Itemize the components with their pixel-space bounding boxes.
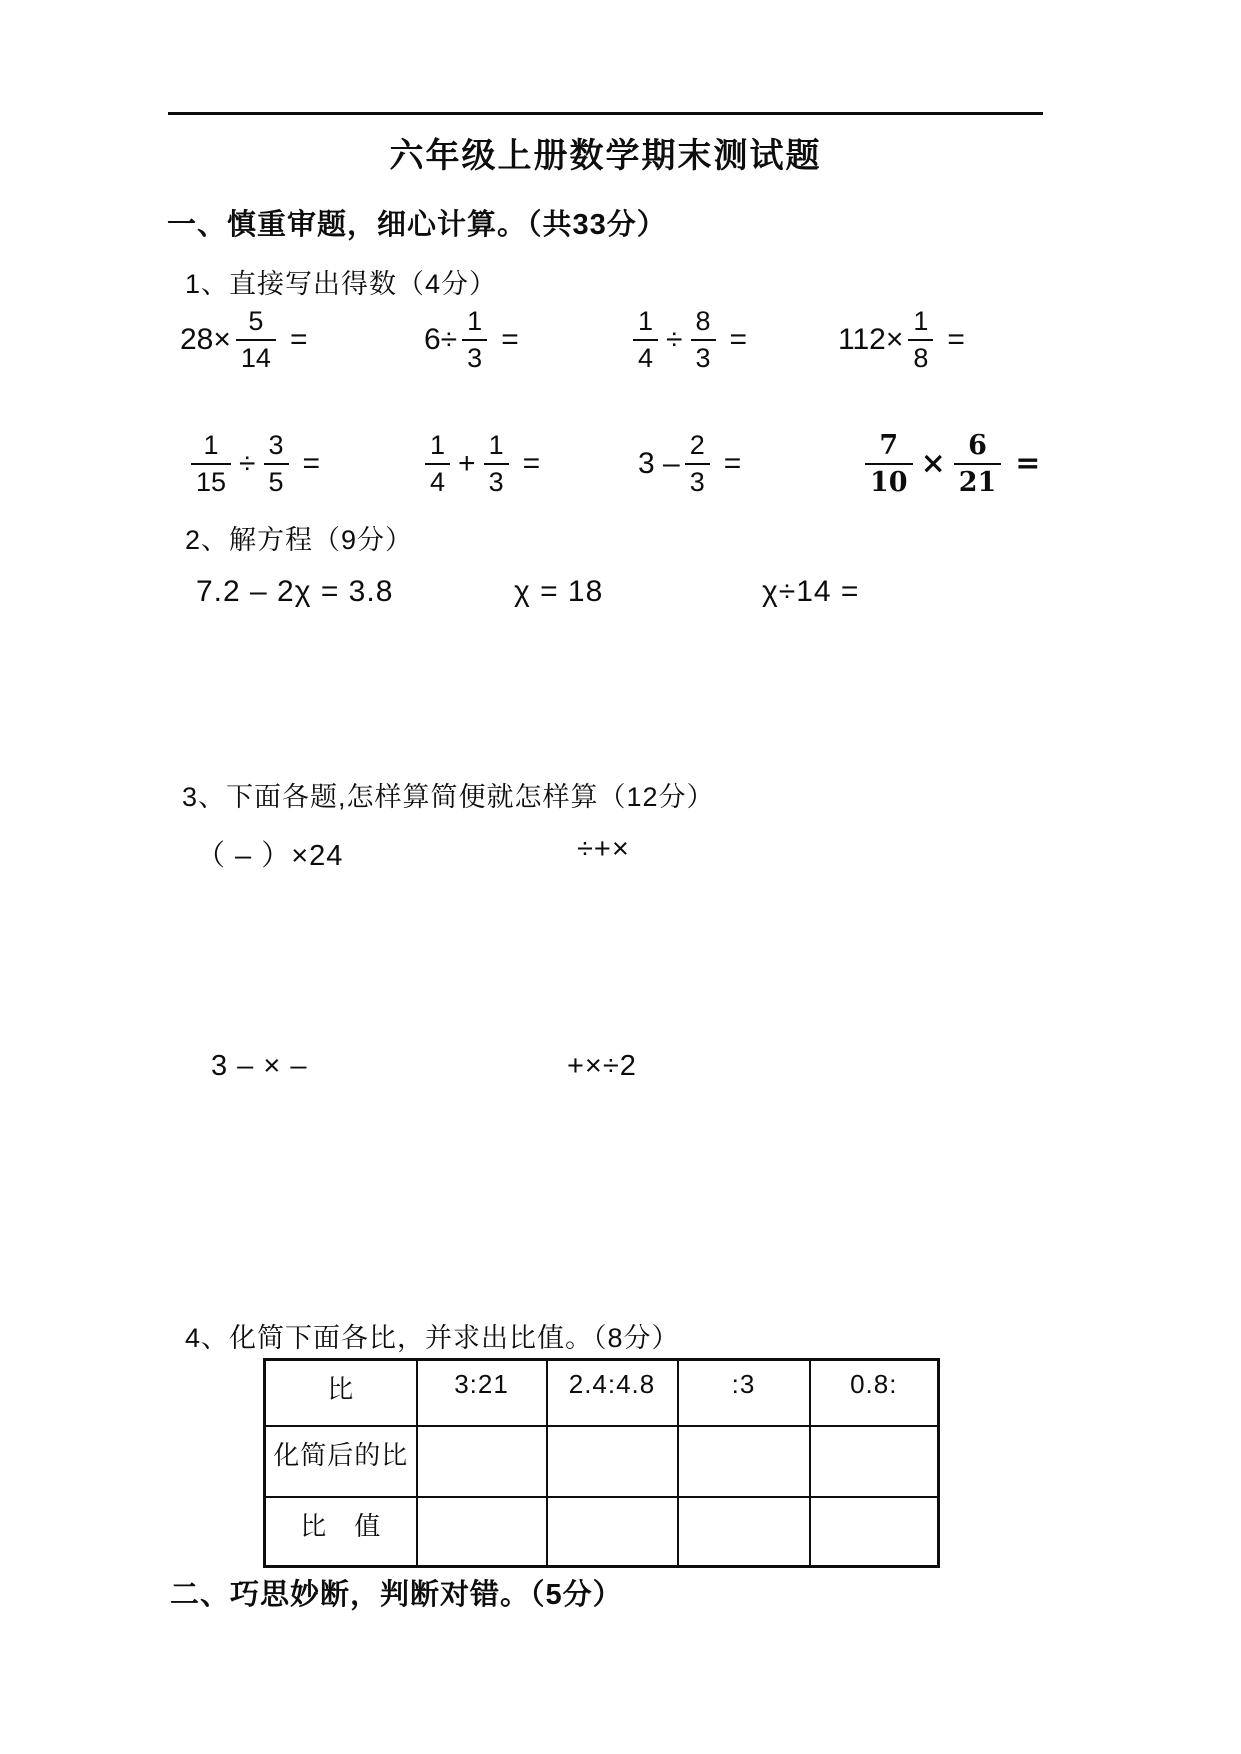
equals-sign: = xyxy=(723,447,742,481)
table-cell xyxy=(810,1426,939,1497)
fraction xyxy=(425,430,450,498)
fraction-denominator: 4 xyxy=(425,463,450,498)
fraction-numerator: 1 xyxy=(638,306,654,336)
equals-sign: = xyxy=(302,447,321,481)
table-cell xyxy=(547,1497,678,1567)
table-cell xyxy=(547,1426,678,1497)
fraction-numerator: 1 xyxy=(203,430,219,460)
equals-sign: = xyxy=(522,447,541,481)
q3-expression-3: 3 – × – xyxy=(211,1050,308,1082)
fraction xyxy=(484,430,509,498)
expression-text: 28× xyxy=(180,323,231,357)
section-1-heading: 一、慎重审题，细心计算。（共33分） xyxy=(167,209,667,241)
equals-sign: = xyxy=(729,323,748,357)
fraction-denominator: 3 xyxy=(484,463,509,498)
table-cell xyxy=(810,1497,939,1567)
fraction xyxy=(191,430,231,498)
fraction xyxy=(685,430,710,498)
q3-expression-2: ÷+× xyxy=(577,833,630,865)
fraction xyxy=(865,430,913,498)
section-2-heading: 二、巧思妙断，判断对错。（5分） xyxy=(170,1579,623,1611)
expression-text: 112× xyxy=(838,323,904,357)
fraction-denominator: 3 xyxy=(462,339,487,374)
header-rule xyxy=(168,112,1043,115)
equals-sign: = xyxy=(289,323,308,357)
question-4-heading: 4、化简下面各比，并求出比值。（8分） xyxy=(185,1323,680,1353)
fraction-denominator: 3 xyxy=(685,463,710,498)
table-cell: 化简后的比 xyxy=(265,1426,417,1497)
fraction-denominator: 10 xyxy=(865,463,913,498)
question-1-heading: 1、直接写出得数（4分） xyxy=(185,269,498,299)
fraction-denominator: 8 xyxy=(908,339,933,374)
table-cell: 比 xyxy=(265,1360,417,1427)
table-cell: 2.4:4.8 xyxy=(547,1360,678,1427)
operator: ÷ xyxy=(666,323,683,357)
q1-expression-1 xyxy=(180,306,307,374)
operator: ÷ xyxy=(239,447,256,481)
fraction-numerator: 1 xyxy=(488,430,504,460)
fraction-denominator: 4 xyxy=(633,339,658,374)
fraction-numerator: 1 xyxy=(430,430,446,460)
q2-equation-1: 7.2 – 2χ = 3.8 xyxy=(196,575,394,608)
fraction xyxy=(236,306,276,374)
fraction xyxy=(462,306,487,374)
fraction-numerator: 3 xyxy=(268,430,284,460)
q2-equation-3: χ÷14 = xyxy=(762,575,860,608)
table-row-ratio-value xyxy=(265,1497,939,1567)
fraction xyxy=(691,306,716,374)
fraction-numerator: 5 xyxy=(248,306,264,336)
equals-sign: = xyxy=(1015,446,1041,482)
fraction-numerator: 1 xyxy=(913,306,929,336)
fraction xyxy=(633,306,658,374)
expression-text: 3 – xyxy=(638,447,680,481)
equals-sign: = xyxy=(501,323,519,357)
expression-text: 6÷ xyxy=(424,323,458,357)
fraction-denominator: 21 xyxy=(954,463,1002,498)
q1-expression-3 xyxy=(628,306,747,374)
equals-sign: = xyxy=(947,323,965,357)
table-cell xyxy=(417,1497,547,1567)
table-cell xyxy=(678,1497,810,1567)
question-2-heading: 2、解方程（9分） xyxy=(185,525,414,555)
fraction-numerator: 7 xyxy=(879,430,899,461)
fraction-numerator: 1 xyxy=(467,306,483,336)
q1-expression-2 xyxy=(424,306,519,374)
table-cell: 比 值 xyxy=(265,1497,417,1567)
q1-expression-6 xyxy=(420,430,540,498)
q3-expression-4: +×÷2 xyxy=(567,1050,637,1082)
q1-expression-7 xyxy=(638,430,741,498)
page-title: 六年级上册数学期末测试题 xyxy=(389,137,822,175)
fraction-numerator: 6 xyxy=(968,430,987,461)
q3-expression-1: （ – ）×24 xyxy=(196,840,344,872)
operator: + xyxy=(458,447,476,481)
table-cell: 3:21 xyxy=(417,1360,547,1427)
fraction-denominator: 15 xyxy=(191,463,231,498)
q1-expression-4 xyxy=(838,306,965,374)
fraction-denominator: 3 xyxy=(691,339,716,374)
fraction xyxy=(954,430,1002,498)
table-row-ratio xyxy=(265,1360,939,1427)
fraction-numerator: 2 xyxy=(689,430,705,460)
fraction-denominator: 5 xyxy=(264,463,289,498)
table-cell xyxy=(417,1426,547,1497)
ratio-table xyxy=(263,1358,940,1568)
fraction-numerator: 8 xyxy=(695,306,711,336)
table-cell xyxy=(678,1426,810,1497)
fraction-denominator: 14 xyxy=(236,339,276,374)
q1-expression-5 xyxy=(186,430,320,498)
q1-expression-8 xyxy=(860,430,1040,498)
fraction xyxy=(264,430,289,498)
q2-equation-2: χ = 18 xyxy=(514,575,604,608)
operator: × xyxy=(920,446,946,482)
table-cell: 0.8: xyxy=(810,1360,939,1427)
table-cell: :3 xyxy=(678,1360,810,1427)
fraction xyxy=(908,306,933,374)
question-3-heading: 3、下面各题,怎样算简便就怎样算（12分） xyxy=(182,782,715,812)
table-row-simplified xyxy=(265,1426,939,1497)
